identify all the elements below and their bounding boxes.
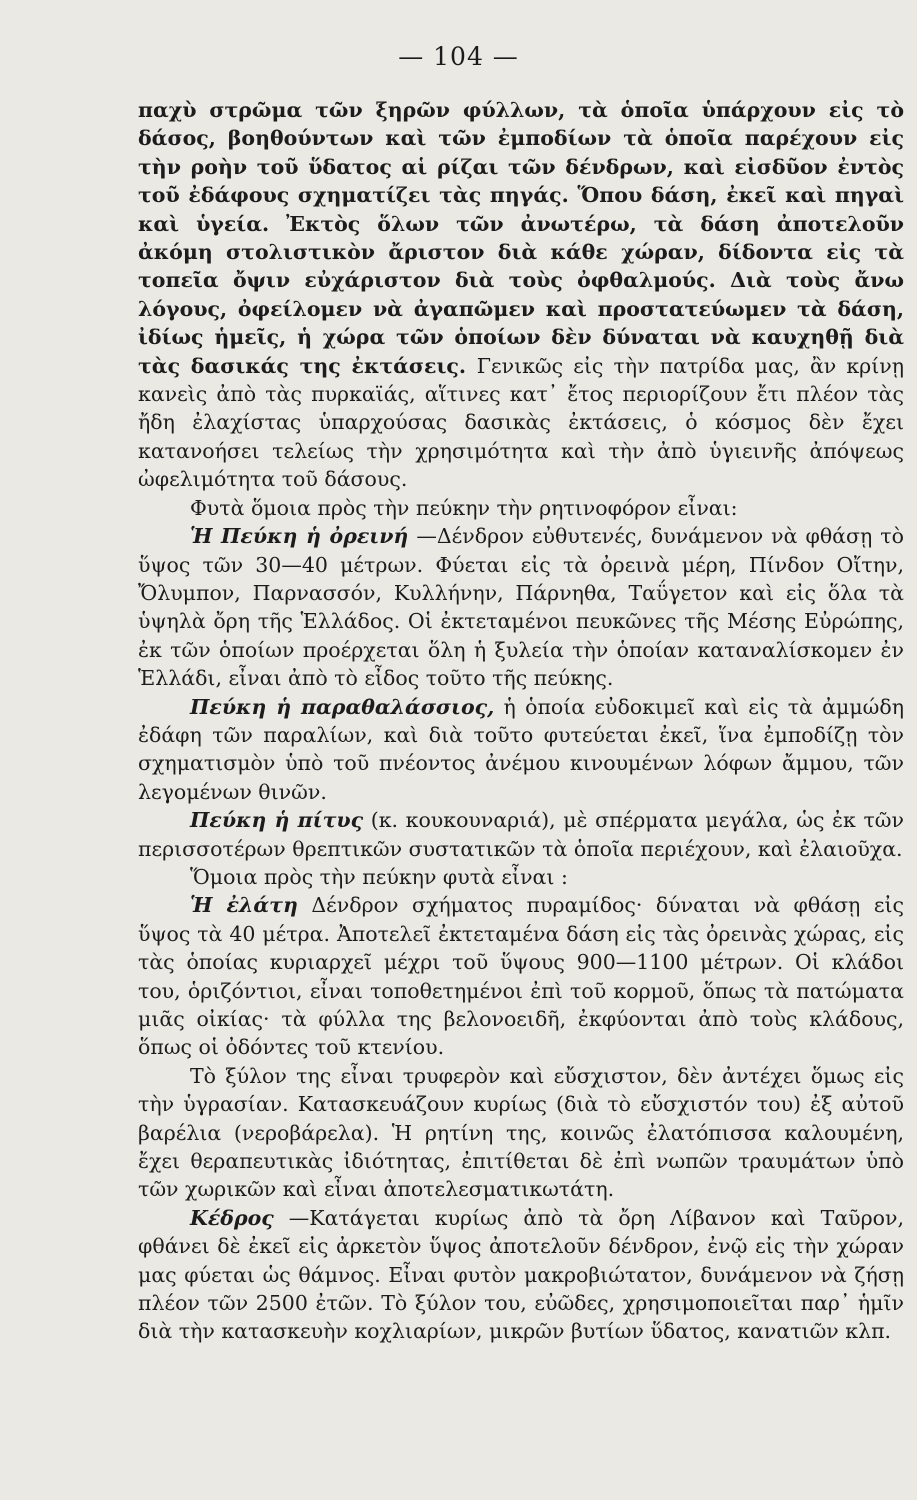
paragraph-coastal-pine: [138, 693, 904, 807]
page-body: [138, 96, 904, 1346]
paragraph-mountain-pine: [138, 522, 904, 692]
text-soil-water: παχὺ στρῶμα τῶν ξηρῶν φύλλων, τὰ ὁποῖα ὑπάρχουν εἰς τὸ δάσος, βοηθούντων καὶ τῶν ἐμποδίων τὰ ὁποῖα παρέχουν εἰς τὴν ροὴν τοῦ ὕδατος αἱ ρίζαι τῶν δένδρων, καὶ εἰσδῦον ἐντὸς τοῦ ἐδάφους σχηματίζει τὰς πηγάς. Ὅπου δάση, ἐκεῖ καὶ πηγαὶ καὶ ὑγεία.: [138, 98, 904, 236]
term-stone-pine: Πεύκη ἡ πίτυς: [190, 808, 364, 833]
text-decoration: Ἐκτὸς ὅλων τῶν ἀνωτέρω, τὰ δάση ἀποτελοῦν ἀκόμη στολιστικὸν ἄριστον διὰ κάθε χώραν, δίδοντα εἰς τὰ τοπεῖα ὄψιν εὐχάριστον διὰ τοὺς ὀφθαλμούς.: [138, 211, 905, 293]
text-fir: Δένδρον σχήματος πυραμίδος· δύναται νὰ φθάσῃ εἰς ὕψος τὰ 40 μέτρα. Ἀποτελεῖ ἐκτεταμένα δάση εἰς τὰς ὀρεινὰς χώρας, εἰς τὰς ὁποίας κυριαρχεῖ μέχρι τοῦ ὕψους 900—1100 μέτρων. Οἱ κλάδοι του, ὁριζόντιοι, εἶναι τοποθετημένοι ἐπὶ τοῦ κορμοῦ, ὅπως τὰ πατώματα μιᾶς οἰκίας· τὰ φύλλα της βελονοειδῆ, ἐκφύονται ἀπὸ τοὺς κλάδους, ὅπως οἱ ὀδόντες τοῦ κτενίου.: [138, 893, 904, 1060]
paragraph-fir-wood: [138, 1062, 904, 1204]
text-cedar: —Κατάγεται κυρίως ἀπὸ τὰ ὄρη Λίβανον καὶ Ταῦρον, φθάνει δὲ ἐκεῖ εἰς ἀρκετὸν ὕψος ἀποτελοῦν δένδρον, ἐνῷ εἰς τὴν χώραν μας φύεται ὡς θάμνος. Εἶναι φυτὸν μακροβιώτατον, δυνάμενον νὰ ζήσῃ πλέον τῶν 2500 ἐτῶν. Τὸ ξύλον του, εὐῶδες, χρησιμοποιεῖται παρ᾽ ἡμῖν διὰ τὴν κατασκευὴν κοχλιαρίων, μικρῶν βυτίων ὕδατος, κανατιῶν κλπ.: [138, 1205, 904, 1344]
term-coastal-pine: Πεύκη ἡ παραθαλάσσιος,: [190, 694, 495, 719]
text-mountain-pine: —Δένδρον εὐθυτενές, δυνάμενον νὰ φθάσῃ τὸ ὕψος τῶν 30—40 μέτρων. Φύεται εἰς τὰ ὀρεινὰ μέρη, Πίνδον Οἴτην, Ὄλυμπον, Παρνασσόν, Κυλλήνην, Πάρνηθα, Ταΰγετον καὶ εἰς ὅλα τὰ ὑψηλὰ ὄρη τῆς Ἑλλάδος. Οἱ ἐκτεταμένοι πευκῶνες τῆς Μέσης Εὐρώπης, ἐκ τῶν ὁποίων προέρχεται ὅλη ἡ ξυλεία τὴν ὁποίαν καταναλίσκομεν ἐν Ἑλλάδι, εἶναι ἀπὸ τὸ εἶδος τοῦτο τῆς πεύκης.: [138, 524, 904, 691]
paragraph-soil-water: [138, 96, 904, 494]
text-coastal-pine: ἡ ὁποία εὐδοκιμεῖ καὶ εἰς τὰ ἀμμώδη ἐδάφη τῶν παραλίων, καὶ διὰ τοῦτο φυτεύεται ἐκεῖ, ἵνα ἐμποδίζῃ τὸν σχηματισμὸν ὑπὸ τοῦ πνέοντος ἀνέμου κινουμένων λόφων ἄμμου, τῶν λεγομένων θινῶν.: [138, 694, 904, 804]
text-protect: Διὰ τοὺς ἄνω λόγους, ὀφείλομεν νὰ ἀγαπῶμεν καὶ προστατεύωμεν τὰ δάση, ἰδίως ἡμεῖς, ἡ χώρα τῶν ὁποίων δὲν δύναται νὰ καυχηθῇ διὰ τὰς δασικάς της ἐκτάσεις.: [138, 268, 905, 378]
text-stone-pine: (κ. κουκουναριά), μὲ σπέρματα μεγάλα, ὡς ἐκ τῶν περισσοτέρων θρεπτικῶν συστατικῶν τὰ ὁποῖα περιέχουν, καὶ ἐλαιοῦχα.: [138, 808, 904, 861]
text-fir-wood: Τὸ ξύλον της εἶναι τρυφερὸν καὶ εὔσχιστον, δὲν ἀντέχει ὅμως εἰς τὴν ὑγρασίαν. Κατασκευάζουν κυρίως (διὰ τὸ εὔσχιστόν του) ἐξ αὐτοῦ βαρέλια (νεροβάρελα). Ἡ ρητίνη της, κοινῶς ἐλατόπισσα καλουμένη, ἔχει θεραπευτικὰς ἰδιότητας, ἐπιτίθεται δὲ ἐπὶ νωπῶν τραυμάτων ὑπὸ τῶν χωρικῶν καὶ εἶναι ἀποτελεσματικωτάτη.: [138, 1063, 904, 1202]
text-similar-plants: Φυτὰ ὅμοια πρὸς τὴν πεύκην τὴν ρητινοφόρον εἶναι:: [190, 495, 738, 520]
term-mountain-pine: Ἡ Πεύκη ἡ ὀρεινή: [190, 524, 409, 549]
term-fir: Ἡ ἐλάτη: [190, 893, 298, 918]
paragraph-similar-fir: [138, 863, 904, 891]
term-cedar: Κέδρος: [190, 1205, 274, 1230]
text-fires: Γενικῶς εἰς τὴν πατρίδα μας, ἂν κρίνῃ κανεὶς ἀπὸ τὰς πυρκαϊάς, αἵτινες κατ᾽ ἔτος περιορίζουν ἔτι πλέον τὰς ἤδη ἐλαχίστας ὑπαρχούσας δασικὰς ἐκτάσεις, ὁ κόσμος δὲν ἔχει κατανοήσει τελείως τὴν χρησιμότητα καὶ τὴν ἀπὸ ὑγιεινῆς ἀπόψεως ὠφελιμότητα τοῦ δάσους.: [138, 353, 905, 492]
paragraph-cedar: [138, 1204, 904, 1346]
page-number: — 104 —: [398, 42, 519, 71]
paragraph-similar-plants: [138, 494, 904, 522]
paragraph-stone-pine: [138, 806, 904, 863]
text-similar-fir: Ὅμοια πρὸς τὴν πεύκην φυτὰ εἶναι :: [190, 864, 568, 889]
paragraph-fir: [138, 891, 904, 1061]
